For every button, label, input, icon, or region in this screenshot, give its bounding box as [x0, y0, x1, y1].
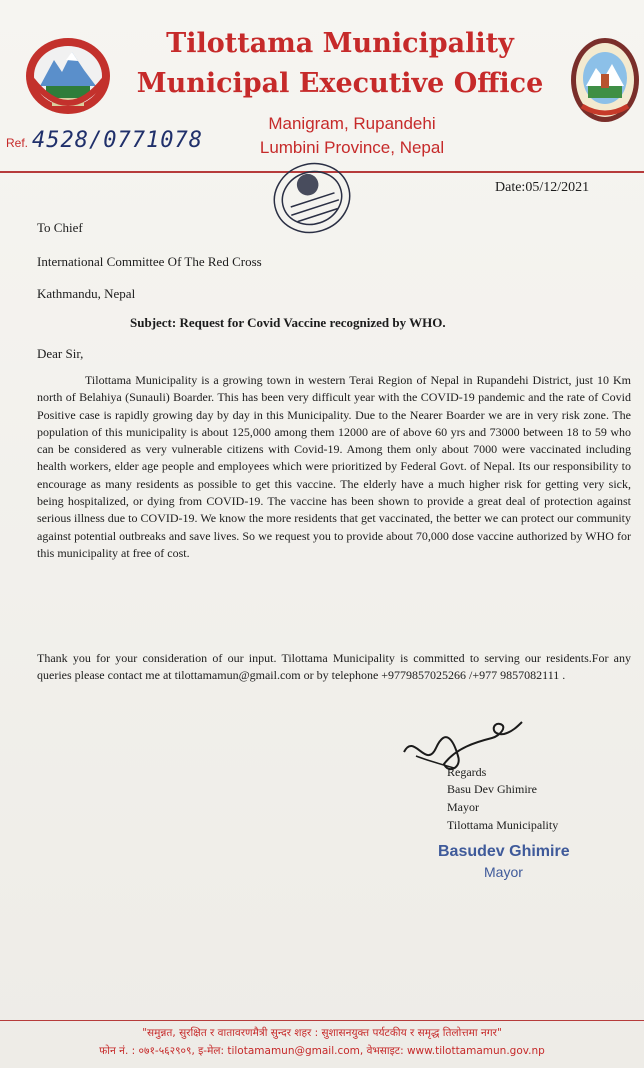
letter-date: Date:05/12/2021	[495, 180, 590, 195]
municipality-seal-icon	[568, 34, 642, 126]
footer-divider	[0, 1020, 644, 1021]
letterhead-address-line1: Manigram, Rupandehi	[268, 114, 436, 133]
footer-motto: "समुन्नत, सुरक्षित र वातावरणमैत्री सुन्दर शहर : सुशासनयुक्त पर्यटकीय र समृद्ध तिलोत्तमा नगर"	[142, 1027, 502, 1039]
recipient-line: International Committee Of The Red Cross	[37, 254, 262, 269]
letterhead-subtitle: Municipal Executive Office	[136, 68, 544, 99]
ref-label: Ref.	[6, 136, 29, 150]
name-stamp-role: Mayor	[484, 864, 523, 880]
letterhead-title: Tilottama Municipality	[166, 28, 514, 59]
nepal-emblem-icon	[22, 30, 114, 120]
signer-name: Basu Dev Ghimire	[447, 782, 537, 796]
recipient-line: Kathmandu, Nepal	[37, 286, 136, 301]
signer-organization: Tilottama Municipality	[447, 818, 559, 832]
closing: Regards	[447, 765, 487, 779]
ref-number: 4528/0771078	[32, 128, 203, 153]
recipient-line: To Chief	[37, 220, 83, 235]
body-paragraph: Tilottama Municipality is a growing town in western Terai Region of Nepal in Rupandehi District, just 10 Km north of Belahiya (Sunauli) Boarder. This has been very difficult year with the COVID-19 pandemic and the rate of Covid Positive case is rapidly growing day by day in this Municipality. Due to the Nearer Boarder we are in very risk zone. The population of this municipality is about 125,000 among them 12000 are of above 60 yrs and 73000 between 18 to 59 who can be considered as very vulnerable citizens with Covid-19. Among them only about 7000 were vaccinated including health workers, elder age people and employees which were prioritized by Federal Govt. of Nepal. Its our responsibility to encourage as many residents as possible to get this vaccine. The elderly have a much higher risk for getting very sick, being hospitalized, or dying from COVID-19. The vaccine has been shown to provide a great deal of protection against serious illness due to COVID-19. We know the more residents that get vaccinated, the better we can protect our community against potential outbreaks and save lives. So we request you to provide about 70,000 dose vaccine authorized by WHO for this municipality at free of cost.	[37, 373, 631, 560]
footer-contact: फोन नं. : ०७१-५६२९०९, इ-मेल: tilotamamun@gmail.com, वेभसाइट: www.tilottamamun.gov.np	[99, 1045, 545, 1057]
closing-paragraph: Thank you for your consideration of our input. Tilottama Municipality is committed to serving our residents.For any queries please contact me at tilottamamun@gmail.com or by telephone +9779857025266 /+977 9857082111 .	[37, 651, 631, 683]
letter-subject: Subject: Request for Covid Vaccine recognized by WHO.	[130, 315, 446, 330]
letterhead-address-line2: Lumbini Province, Nepal	[259, 138, 445, 157]
signer-title: Mayor	[447, 800, 479, 814]
name-stamp: Basudev Ghimire	[438, 843, 570, 860]
office-stamp-icon	[265, 154, 359, 242]
salutation: Dear Sir,	[37, 346, 84, 361]
